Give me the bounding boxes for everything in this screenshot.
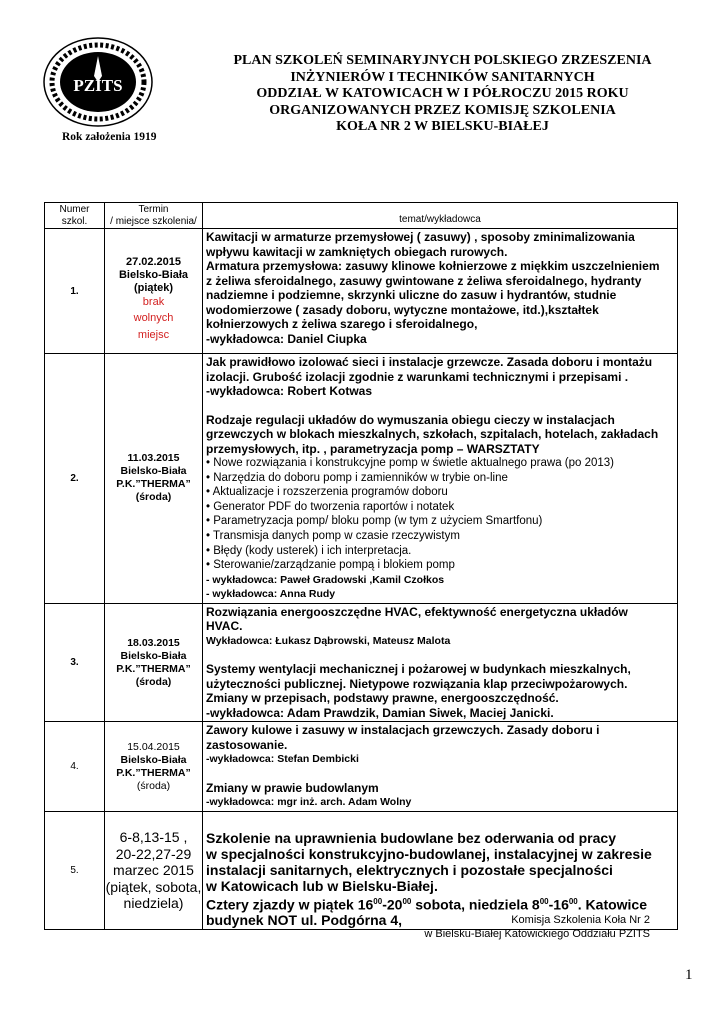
table-row [45,229,678,354]
row-term: 15.04.2015 Bielsko-Biała P.K.”THERMA” (środa) [105,722,203,812]
list-item: • Narzędzia do doboru pomp i zamienników w trybie on-line [206,471,508,484]
row-topic: Kawitacji w armaturze przemysłowej ( zasuwy) , sposoby zminimalizowania wpływu kawitacji w zamkniętych obiegach rurowych. Armatura przemysłowa: zasuwy klinowe kołnierzowe z miękkim uszczelnieniem z żeliwa sferoidalnego, zasuwy gwintowane z żeliwa sferoidalnego, hydranty nadziemne i podziemne, skrzynki uliczne do zasuw i hydrantów, studnie wodomierzowe ( zasady doboru, wytyczne montażowe, itd.),kształtek kołnierzowych z żeliwa szarego i sferoidalnego, -wykładowca: Daniel Ciupka [203,229,678,354]
page-number: 1 [685,967,693,983]
row-term: 11.03.2015 Bielsko-Biała P.K.”THERMA” (środa) [105,354,203,604]
row-topic: Szkolenie na uprawnienia budowlane bez oderwania od pracy w specjalności konstrukcyjno-budowlanej, instalacyjnej w zakresie instalacji sanitarnych, elektrycznych i pozostałe specjalności w Katowicach lub w Bielsku-Białej. Cztery zjazdy w piątek $16^{00}-20^{00}$ sobota, niedziela $8^{00}-16^{00}$. Katowice budynek NOT ul. Podgórna 4, [203,811,678,930]
header-topic: temat/wykładowca [203,203,678,229]
row-number: 4. [45,722,105,812]
founded-year: Rok założenia 1919 [62,131,157,143]
table-row [45,722,678,812]
list-item: • Sterowanie/zarządzanie pompą i blokiem pomp [206,559,455,572]
row-term: 6-8,13-15 , 20-22,27-29 marzec 2015 (piątek, sobota, niedziela) [105,811,203,930]
row-topic: Jak prawidłowo izolować sieci i instalacje grzewcze. Zasada doboru i montażu izolacji. Grubość izolacji zgodnie z warunkami technicznymi i przepisami . -wykładowca: Robert Kotwas Rodzaje regulacji układów do wymuszania obiegu cieczy w instalacjach grzewczych w blokach mieszkalnych, szkołach, szpitalach, hotelach, zakładach przemysłowych, itp. , parametryzacja pomp – WARSZTATY • Nowe rozwiązania i konstrukcyjne pomp w świetle aktualnego prawa (po 2013) • Narzędzia do doboru pomp i zamienników w trybie on-line • Aktualizacje i rozszerzenia programów doboru • Generator PDF do tworzenia raportów i notatek • Parametryzacja pomp/ bloku pomp (w tym z użyciem Smartfonu) • Transmisja danych pomp w czasie rzeczywistym • Błędy (kody usterek) i ich interpretacja. • Sterowanie/zarządzanie pompą i blokiem pomp - wykładowca: Paweł Gradowski ,Kamil Czołkos - wykładowca: Anna Rudy [203,354,678,604]
table-header-row [45,203,678,229]
training-schedule-table [44,202,678,930]
row-term: 18.03.2015 Bielsko-Biała P.K.”THERMA” (środa) [105,603,203,722]
header-num: Numer szkol. [45,203,105,229]
row-number: 2. [45,354,105,604]
pzits-logo [42,36,154,128]
footer-signature: Komisja Szkolenia Koła Nr 2 w Bielsku-Białej Katowickiego Oddziału PZITS [424,914,650,940]
list-item: • Transmisja danych pomp w czasie rzeczywistym [206,529,460,542]
row-term: 27.02.2015 Bielsko-Biała (piątek) brak wolnych miejsc [105,229,203,354]
page-title: PLAN SZKOLEŃ SEMINARYJNYCH POLSKIEGO ZRZESZENIA INŻYNIERÓW I TECHNIKÓW SANITARNYCH ODDZIAŁ W KATOWICACH W I PÓŁROCZU 2015 ROKU ORGANIZOWANYCH PRZEZ KOMISJĘ SZKOLENIA KOŁA NR 2 W BIELSKU-BIAŁEJ [233,53,652,134]
list-item: • Parametryzacja pomp/ bloku pomp (w tym z użyciem Smartfonu) [206,515,543,528]
list-item: • Aktualizacje i rozszerzenia programów doboru [206,486,448,499]
table-row [45,811,678,930]
row-topic: Zawory kulowe i zasuwy w instalacjach grzewczych. Zasady doboru i zastosowanie. -wykładowca: Stefan Dembicki Zmiany w prawie budowlanym -wykładowca: mgr inż. arch. Adam Wolny [203,722,678,812]
table-row [45,354,678,604]
list-item: • Generator PDF do tworzenia raportów i notatek [206,500,455,513]
row-number: 1. [45,229,105,354]
row-topic: Rozwiązania energooszczędne HVAC, efektywność energetyczna układów HVAC. Wykładowca: Łukasz Dąbrowski, Mateusz Malota Systemy wentylacji mechanicznej i pożarowej w budynkach mieszkalnych, użyteczności publicznej. Nietypowe rozwiązania klap przeciwpożarowych. Zmiany w przepisach, podstawy prawne, energooszczędność. -wykładowca: Adam Prawdzik, Damian Siwek, Maciej Janicki. [203,603,678,722]
schedule-line: Cztery zjazdy w piątek $16^{00}-20^{00}$ sobota, niedziela $8^{00}-16^{00}$. Katowice [206,896,648,913]
header-term: Termin / miejsce szkolenia/ [105,203,203,229]
row-number: 5. [45,811,105,930]
list-item: • Nowe rozwiązania i konstrukcyjne pomp w świetle aktualnego prawa (po 2013) [206,457,615,469]
logo-text: PZITS [73,76,123,95]
list-item: • Błędy (kody usterek) i ich interpretacja. [206,544,412,557]
row-number: 3. [45,603,105,722]
table-row [45,603,678,722]
